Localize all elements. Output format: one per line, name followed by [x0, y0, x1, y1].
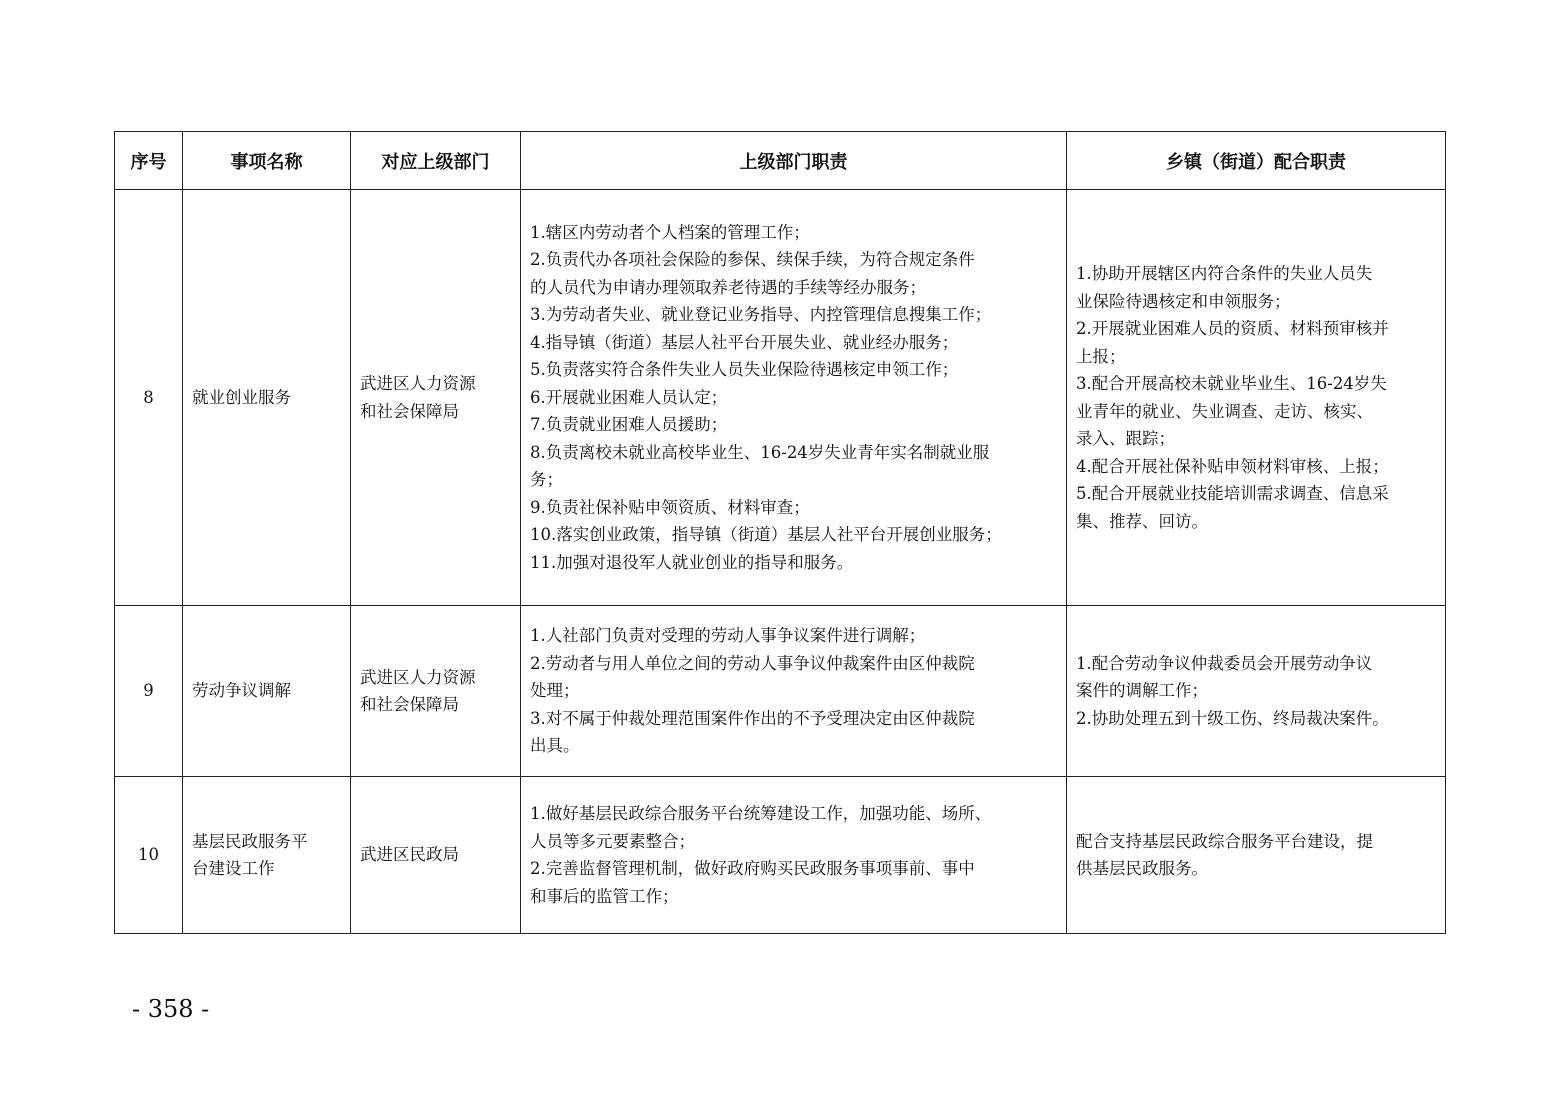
- row-upper-duties: [521, 606, 1067, 777]
- duty-line: 上报；: [1076, 346, 1126, 366]
- duty-line: 1.协助开展辖区内符合条件的失业人员失: [1076, 264, 1373, 283]
- item-name-line: 台建设工作: [192, 859, 275, 878]
- header-upper-duties: 上级部门职责: [521, 132, 1067, 190]
- row-item-name: 劳动争议调解: [183, 606, 351, 777]
- duty-line: 业青年的就业、失业调查、走访、核实、: [1076, 401, 1373, 421]
- table-row: [115, 606, 1446, 777]
- duty-line: 1.做好基层民政综合服务平台统筹建设工作，加强功能、场所、: [530, 804, 992, 823]
- duty-line: 3.对不属于仲裁处理范围案件作出的不予受理决定由区仲裁院: [530, 708, 975, 728]
- dept-line: 武进区民政局: [360, 845, 459, 865]
- duty-line: 5.负责落实符合条件失业人员失业保险待遇核定申领工作；: [530, 360, 959, 380]
- duty-line: 录入、跟踪；: [1076, 429, 1175, 448]
- duty-line: 4.配合开展社保补贴申领材料审核、上报；: [1076, 456, 1389, 476]
- row-dept: [351, 777, 521, 934]
- row-town-duties: [1067, 777, 1446, 934]
- header-item-name: 事项名称: [183, 132, 351, 190]
- duty-line: 业保险待遇核定和申领服务；: [1076, 291, 1291, 311]
- row-town-duties: [1067, 190, 1446, 606]
- duty-line: 2.完善监督管理机制，做好政府购买民政服务事项事前、事中: [530, 859, 975, 878]
- row-item-name: [183, 777, 351, 934]
- duty-line: 1.配合劳动争议仲裁委员会开展劳动争议: [1076, 653, 1373, 673]
- item-name-line: 基层民政服务平: [192, 831, 308, 851]
- duty-table: [114, 131, 1446, 934]
- row-upper-duties: [521, 777, 1067, 934]
- duty-line: 务；: [530, 470, 563, 490]
- row-town-duties: [1067, 606, 1446, 777]
- duty-line: 的人员代为申请办理领取养老待遇的手续等经办服务；: [530, 277, 926, 297]
- duty-line: 3.为劳动者失业、就业登记业务指导、内控管理信息搜集工作；: [530, 305, 992, 325]
- row-seq: 9: [115, 606, 183, 777]
- duty-line: 和事后的监管工作；: [530, 886, 679, 906]
- duty-line: 1.辖区内劳动者个人档案的管理工作；: [530, 222, 810, 242]
- row-item-name: 就业创业服务: [183, 190, 351, 606]
- duty-line: 10.落实创业政策，指导镇（街道）基层人社平台开展创业服务；: [530, 525, 1002, 545]
- header-seq: 序号: [115, 132, 183, 190]
- table-row: [115, 190, 1446, 606]
- duty-line: 5.配合开展就业技能培训需求调查、信息采: [1076, 484, 1389, 503]
- row-upper-duties: [521, 190, 1067, 606]
- row-dept: [351, 606, 521, 777]
- duty-line: 3.配合开展高校未就业毕业生、16-24岁失: [1076, 374, 1387, 393]
- duty-line: 2.负责代办各项社会保险的参保、续保手续，为符合规定条件: [530, 250, 975, 270]
- duty-line: 2.劳动者与用人单位之间的劳动人事争议仲裁案件由区仲裁院: [530, 653, 975, 673]
- row-dept: [351, 190, 521, 606]
- duty-line: 2.开展就业困难人员的资质、材料预审核并: [1076, 319, 1389, 338]
- duty-line: 1.人社部门负责对受理的劳动人事争议案件进行调解；: [530, 626, 926, 646]
- duty-line: 出具。: [530, 736, 580, 756]
- duty-line: 2.协助处理五到十级工伤、终局裁决案件。: [1076, 708, 1389, 728]
- duty-line: 8.负责离校未就业高校毕业生、16-24岁失业青年实名制就业服: [530, 442, 990, 462]
- dept-line: 和社会保障局: [360, 401, 459, 421]
- table-row: [115, 777, 1446, 934]
- row-seq: 10: [115, 777, 183, 934]
- duty-line: 案件的调解工作；: [1076, 681, 1208, 701]
- dept-line: 武进区人力资源: [360, 667, 476, 687]
- dept-line: 和社会保障局: [360, 695, 459, 714]
- page-number: - 358 -: [132, 995, 210, 1023]
- row-seq: 8: [115, 190, 183, 606]
- duty-line: 处理；: [530, 681, 580, 701]
- duty-line: 人员等多元要素整合；: [530, 831, 695, 851]
- duty-line: 4.指导镇（街道）基层人社平台开展失业、就业经办服务；: [530, 332, 959, 352]
- duty-line: 11.加强对退役军人就业创业的指导和服务。: [530, 552, 854, 572]
- duty-line: 集、推荐、回访。: [1076, 511, 1208, 531]
- duty-line: 6.开展就业困难人员认定；: [530, 387, 728, 407]
- header-dept: 对应上级部门: [351, 132, 521, 190]
- duty-line: 供基层民政服务。: [1076, 859, 1208, 878]
- header-town-duties: 乡镇（街道）配合职责: [1067, 132, 1446, 190]
- duty-line: 配合支持基层民政综合服务平台建设，提: [1076, 831, 1373, 851]
- duty-line: 7.负责就业困难人员援助；: [530, 415, 728, 435]
- duty-line: 9.负责社保补贴申领资质、材料审查；: [530, 497, 810, 517]
- dept-line: 武进区人力资源: [360, 374, 476, 393]
- header-row: [115, 132, 1446, 190]
